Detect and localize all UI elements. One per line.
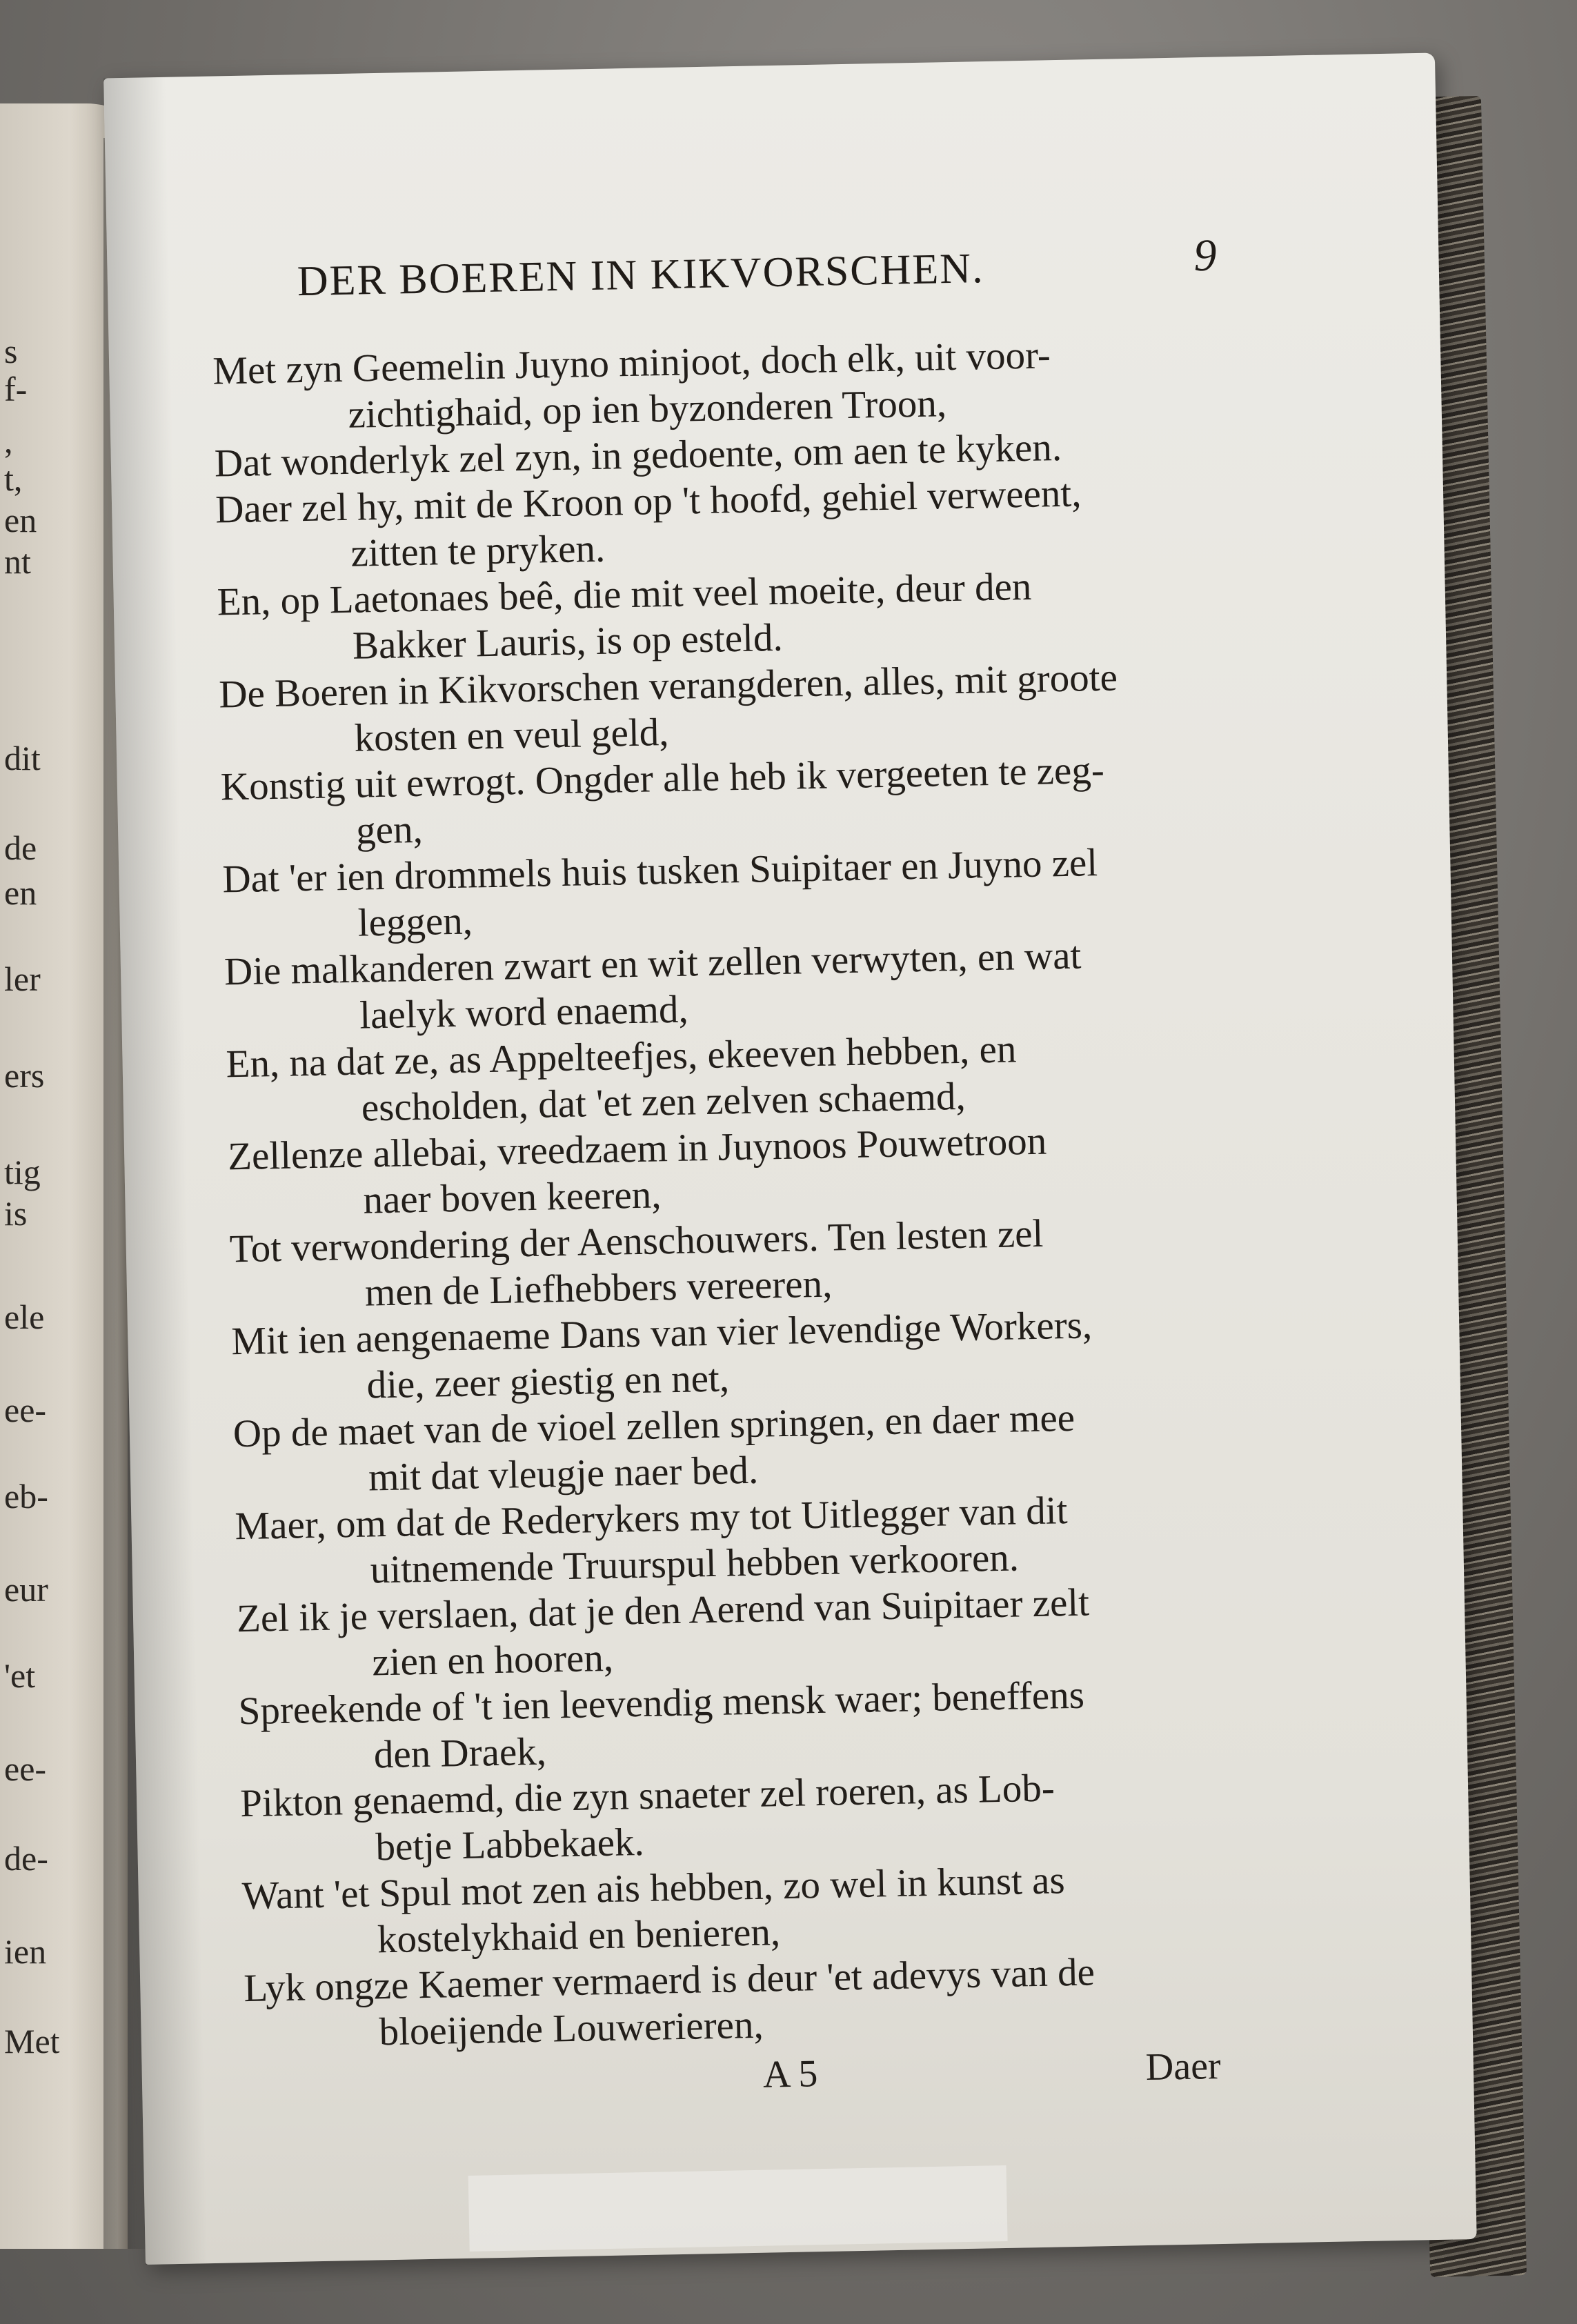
verse-line: Zellenze allebai, vreedzaem in Juynoos Pouwetroon (227, 1119, 1047, 1179)
left-page-fragment: 'et (4, 1656, 36, 1695)
verse-line: Pikton genaemd, die zyn snaeter zel roeren, as Lob- (239, 1766, 1055, 1826)
verse-line: uitnemende Truurspul hebben verkooren. (370, 1536, 1020, 1592)
left-page-fragment: de- (4, 1839, 48, 1878)
left-page-fragment: dit (4, 739, 41, 777)
verse-line: Bakker Lauris, is op esteld. (352, 615, 784, 668)
verse-line: mit dat vleugje naer bed. (368, 1448, 759, 1500)
left-page-fragment: ler (4, 960, 41, 998)
verse-line: kostelykhaid en benieren, (377, 1910, 781, 1962)
verse-line: Die malkanderen zwart en wit zellen verwyten, en wat (224, 933, 1082, 994)
left-page-fragment: is (4, 1194, 28, 1233)
verse-line: De Boeren in Kikvorschen verangderen, alles, mit groote (218, 655, 1118, 717)
verse-line: Maer, om dat de Rederykers my tot Uitlegger van dit (234, 1489, 1068, 1549)
verse-line: zitten te pryken. (350, 526, 606, 575)
verse-line: Mit ien aengenaeme Dans van vier levendige Workers, (230, 1303, 1093, 1364)
verse-line: Dat wonderlyk zel zyn, in gedoente, om aen te kyken. (214, 425, 1062, 486)
verse-line: Daer zel hy, mit de Kroon op 't hoofd, gehiel verweent, (215, 471, 1082, 532)
left-page-fragment: de (4, 828, 37, 867)
verse-line: Tot verwondering der Aenschouwers. Ten lesten zel (229, 1211, 1044, 1271)
verse-line: kosten en veul geld, (354, 710, 670, 760)
left-page-fragment: , (4, 421, 13, 460)
paper-repair-patch (468, 2165, 1008, 2252)
left-page-fragment: en (4, 873, 37, 912)
left-page-fragment: t, (4, 459, 23, 498)
verse-line: Konstig uit ewrogt. Ongder alle heb ik vergeeten te zeg- (220, 748, 1105, 809)
verse-line: Zel ik je verslaen, dat je den Aerend van Suipitaer zelt (236, 1580, 1090, 1641)
left-page-fragment: ee- (4, 1749, 47, 1788)
verse-line: Want 'et Spul mot zen ais hebben, zo wel in kunst as (241, 1858, 1066, 1918)
verse-line: naer boven keeren, (362, 1173, 662, 1222)
verse-line: zichtighaid, op ien byzonderen Troon, (348, 381, 947, 437)
verse-line: men de Liefhebbers vereeren, (364, 1262, 833, 1315)
verse-line: Met zyn Geemelin Juyno minjoot, doch elk, uit voor- (212, 333, 1051, 393)
left-page-fragment: eur (4, 1570, 48, 1609)
verse-line: Spreekende of 't ien leevendig mensk waer; beneffens (238, 1673, 1085, 1734)
verse-line: gen, (355, 807, 424, 853)
verse-line: En, na dat ze, as Appelteefjes, ekeeven hebben, en (226, 1027, 1017, 1086)
left-page-fragment: ien (4, 1932, 47, 1971)
verse-line: den Draek, (373, 1729, 547, 1777)
left-page-fragment: eb- (4, 1477, 48, 1516)
left-page-fragment: s (4, 332, 18, 370)
verse-line: zien en hooren, (371, 1636, 614, 1685)
left-page-fragment: ele (4, 1298, 45, 1336)
verse-line: Op de maet van de vioel zellen springen, en daer mee (232, 1396, 1075, 1456)
left-page-fragment: Met (4, 2022, 60, 2060)
verse-line: Lyk ongze Kaemer vermaerd is deur 'et adevys van de (243, 1950, 1095, 2011)
right-page (103, 52, 1477, 2264)
page-number: 9 (1193, 230, 1218, 281)
left-page-fragment: f- (4, 370, 28, 408)
catchword: Daer (1145, 2044, 1222, 2089)
left-page-fragment: ee- (4, 1391, 47, 1429)
left-page-fragment: tig (4, 1153, 41, 1191)
left-page-fragment: ers (4, 1056, 45, 1095)
verse-line: leggen, (357, 899, 473, 945)
verse-line: betje Labbekaek. (375, 1820, 645, 1869)
left-page-fragment: en (4, 501, 37, 539)
left-page-fragment: nt (4, 542, 31, 581)
running-head: DER BOEREN IN KIKVORSCHEN. (297, 245, 985, 306)
verse-line: escholden, dat 'et zen zelven schaemd, (361, 1074, 966, 1130)
verse-line: En, op Laetonaes beê, die mit veel moeite, deur den (217, 564, 1032, 624)
verse-line: die, zeer giestig en net, (366, 1356, 730, 1407)
signature-mark: A 5 (762, 2052, 818, 2096)
verse-line: laelyk word enaemd, (359, 987, 689, 1037)
verse-line: bloeijende Louwerieren, (379, 2003, 764, 2054)
verse-line: Dat 'er ien drommels huis tusken Suipitaer en Juyno zel (221, 841, 1098, 902)
